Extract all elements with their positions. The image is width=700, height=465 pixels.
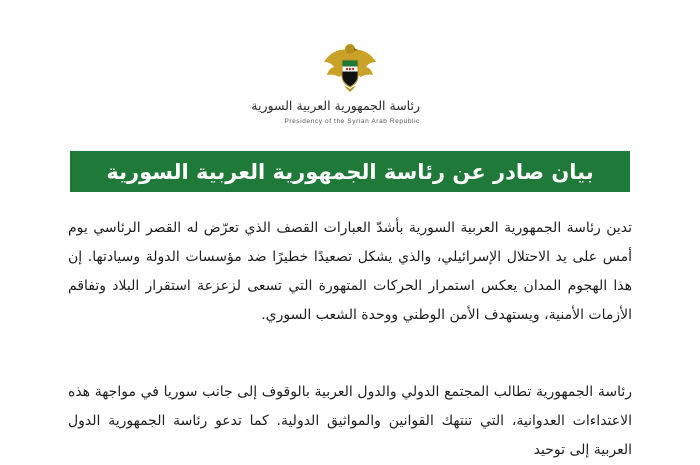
statement-title: بيان صادر عن رئاسة الجمهورية العربية السورية bbox=[106, 159, 594, 184]
org-name-english: Presidency of the Syrian Arab Republic bbox=[284, 118, 420, 125]
statement-paragraph-2: رئاسة الجمهورية تطالب المجتمع الدولي والدول العربية بالوقوف إلى جانب سوريا في مواجهة هذه الاعتداءات العدوانية، التي تنتهك القوانين والمواثيق الدولية. كما تدعو رئاسة الجمهورية الدول العربية إلى توحيد bbox=[68, 384, 632, 458]
org-name-arabic: رئاسة الجمهورية العربية السورية bbox=[251, 98, 420, 113]
statement-paragraph-1: تدين رئاسة الجمهورية العربية السورية بأشدّ العبارات القصف الذي تعرّض له القصر الرئاسي يوم أمس على يد الاحتلال الإسرائيلي، والذي يشكل تصعيدًا خطيرًا ضد مؤسسات الدولة وسيادتها. إن هذا الهجوم المدان يعكس استمرار الحركات المتهورة التي تسعى لزعزعة استقرار البلاد وتفاقم الأزمات الأمنية، ويستهدف الأمن الوطني ووحدة الشعب السوري. bbox=[68, 220, 632, 323]
title-banner bbox=[70, 151, 630, 192]
syrian-eagle-emblem-icon bbox=[320, 40, 380, 96]
